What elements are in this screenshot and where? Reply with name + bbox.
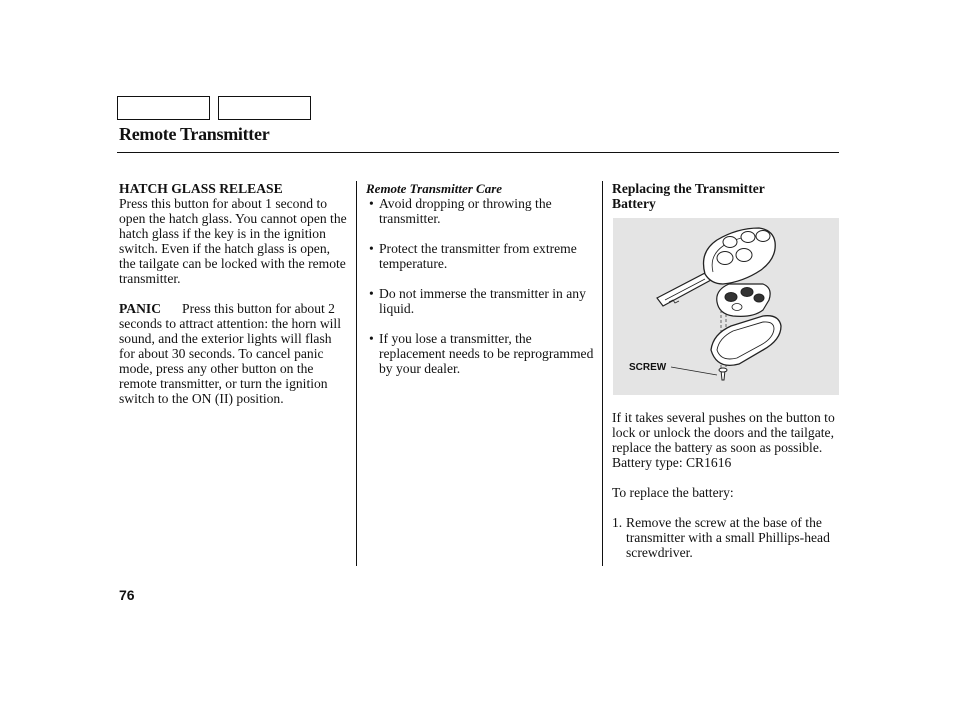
title-divider [117,152,839,153]
fob-button-icon [736,249,752,262]
fob-button-icon [723,237,737,248]
transmitter-illustration [613,218,839,395]
fob-button-icon [717,252,733,265]
fob-button-icon [741,232,755,243]
hatch-glass-release-heading: HATCH GLASS RELEASE [119,181,283,196]
panic-heading: PANIC [119,301,162,316]
care-heading: Remote Transmitter Care [366,181,503,196]
fob-button-icon [756,231,770,242]
care-bullet: • Protect the transmitter from extreme temperature. [366,241,594,271]
page-number: 76 [119,587,135,603]
nav-tab-blank-1[interactable] [117,96,210,120]
care-bullet: • If you lose a transmitter, the replacement needs to be reprogrammed by your dealer. [366,331,594,376]
screw-label: SCREW [629,362,667,373]
step-number: 1. [612,515,623,530]
battery-instructions-intro: To replace the battery: [612,485,734,500]
battery-heading: Replacing the Transmitter Battery [612,181,765,211]
care-bullet: • Avoid dropping or throwing the transmitter. [366,196,594,226]
column-hatch-panic [119,181,347,406]
hatch-glass-release-text: Press this button for about 1 second to open the hatch glass. You cannot open the hatch glass if the key is in the ignition switch. Even if the hatch glass is open, the tailgate can be locked with the remote transmitter. [119,196,347,286]
battery-type-text: Battery type: CR1616 [612,455,732,470]
panic-text: Press this button for about 2 seconds to attract attention: the horn will sound, and the exterior lights will flash for about 30 seconds. To cancel panic mode, press any other button on the remote transmitter, or turn the ignition switch to the ON (II) position. [119,301,341,406]
battery-step [612,515,840,560]
panic-paragraph [119,301,347,406]
page-title: Remote Transmitter [119,124,270,144]
care-bullet: • Do not immerse the transmitter in any liquid. [366,286,594,316]
column-care [366,181,594,376]
battery-intro-text: If it takes several pushes on the button to lock or unlock the doors and the tailgate, replace the battery as soon as possible. [612,410,835,455]
column-divider [602,181,603,566]
column-divider [356,181,357,566]
step-text: Remove the screw at the base of the transmitter with a small Phillips-head screwdriver. [626,515,830,560]
key-blade-icon [657,272,711,306]
nav-tab-blank-2[interactable] [218,96,311,120]
